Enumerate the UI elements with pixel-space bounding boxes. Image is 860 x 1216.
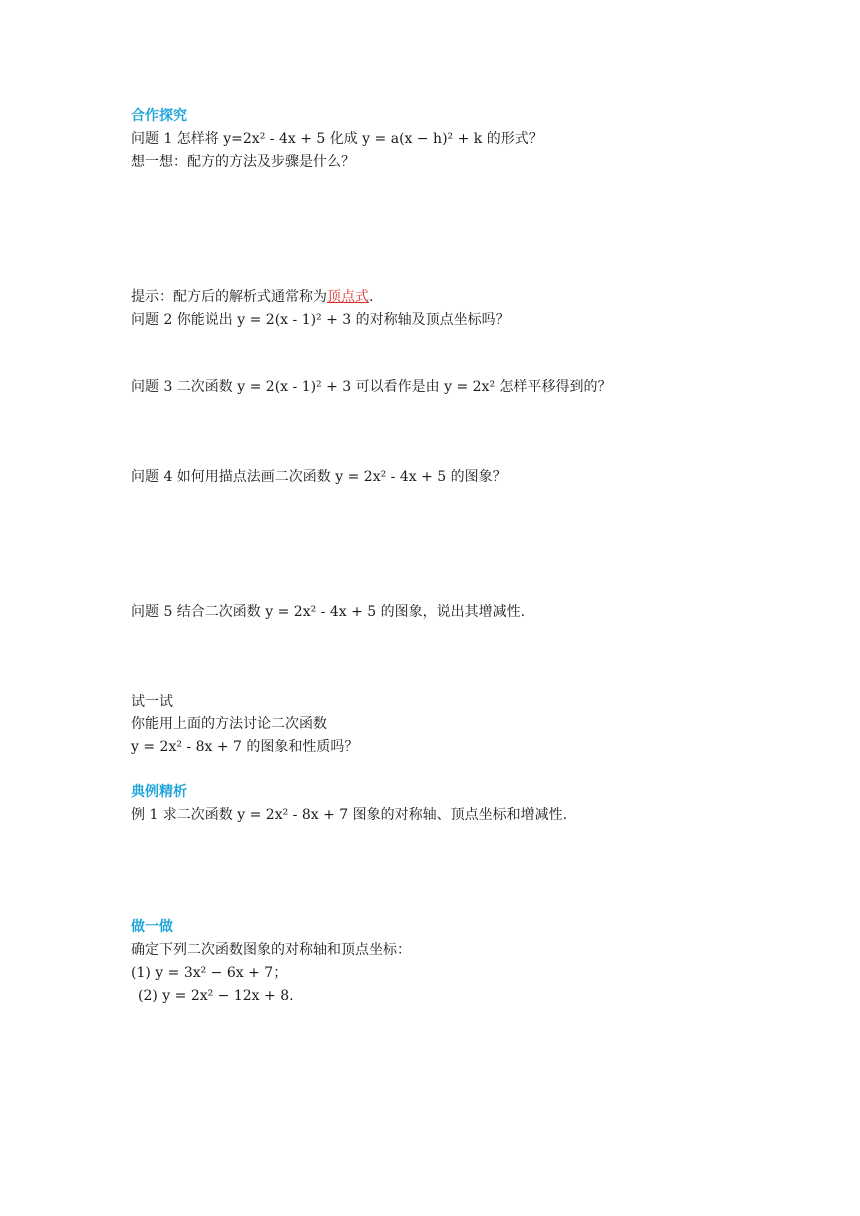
- section-heading-examples: 典例精析: [131, 784, 187, 800]
- hint-suffix: .: [369, 289, 374, 305]
- example-1: 例 1 求二次函数 y = 2x² - 8x + 7 图象的对称轴、顶点坐标和增减性.: [131, 807, 568, 823]
- hint-term-vertex-form: 顶点式: [327, 289, 369, 305]
- question-1: 问题 1 怎样将 y=2x² - 4x + 5 化成 y = a(x − h)² + k 的形式？: [131, 131, 543, 147]
- question-5: 问题 5 结合二次函数 y = 2x² - 4x + 5 的图象，说出其增减性.: [131, 604, 526, 620]
- think-prompt: 想一想：配方的方法及步骤是什么？: [131, 154, 355, 170]
- question-3: 问题 3 二次函数 y = 2(x - 1)² + 3 可以看作是由 y = 2x² 怎样平移得到的？: [131, 379, 612, 395]
- try-line-1: 你能用上面的方法讨论二次函数: [131, 716, 327, 732]
- practice-item-2: (2) y = 2x² − 12x + 8.: [138, 988, 294, 1004]
- question-4: 问题 4 如何用描点法画二次函数 y = 2x² - 4x + 5 的图象？: [131, 469, 507, 485]
- section-heading-practice: 做一做: [131, 919, 173, 935]
- section-heading-cooperative-inquiry: 合作探究: [131, 108, 187, 124]
- practice-intro: 确定下列二次函数图象的对称轴和顶点坐标：: [131, 942, 411, 958]
- try-line-2: y = 2x² - 8x + 7 的图象和性质吗？: [131, 739, 359, 755]
- hint-prefix: 提示：配方后的解析式通常称为: [131, 289, 327, 305]
- try-title: 试一试: [131, 694, 173, 710]
- question-2: 问题 2 你能说出 y = 2(x - 1)² + 3 的对称轴及顶点坐标吗？: [131, 312, 510, 328]
- practice-item-1: (1) y = 3x² − 6x + 7；: [131, 965, 288, 981]
- hint-line: [131, 287, 373, 307]
